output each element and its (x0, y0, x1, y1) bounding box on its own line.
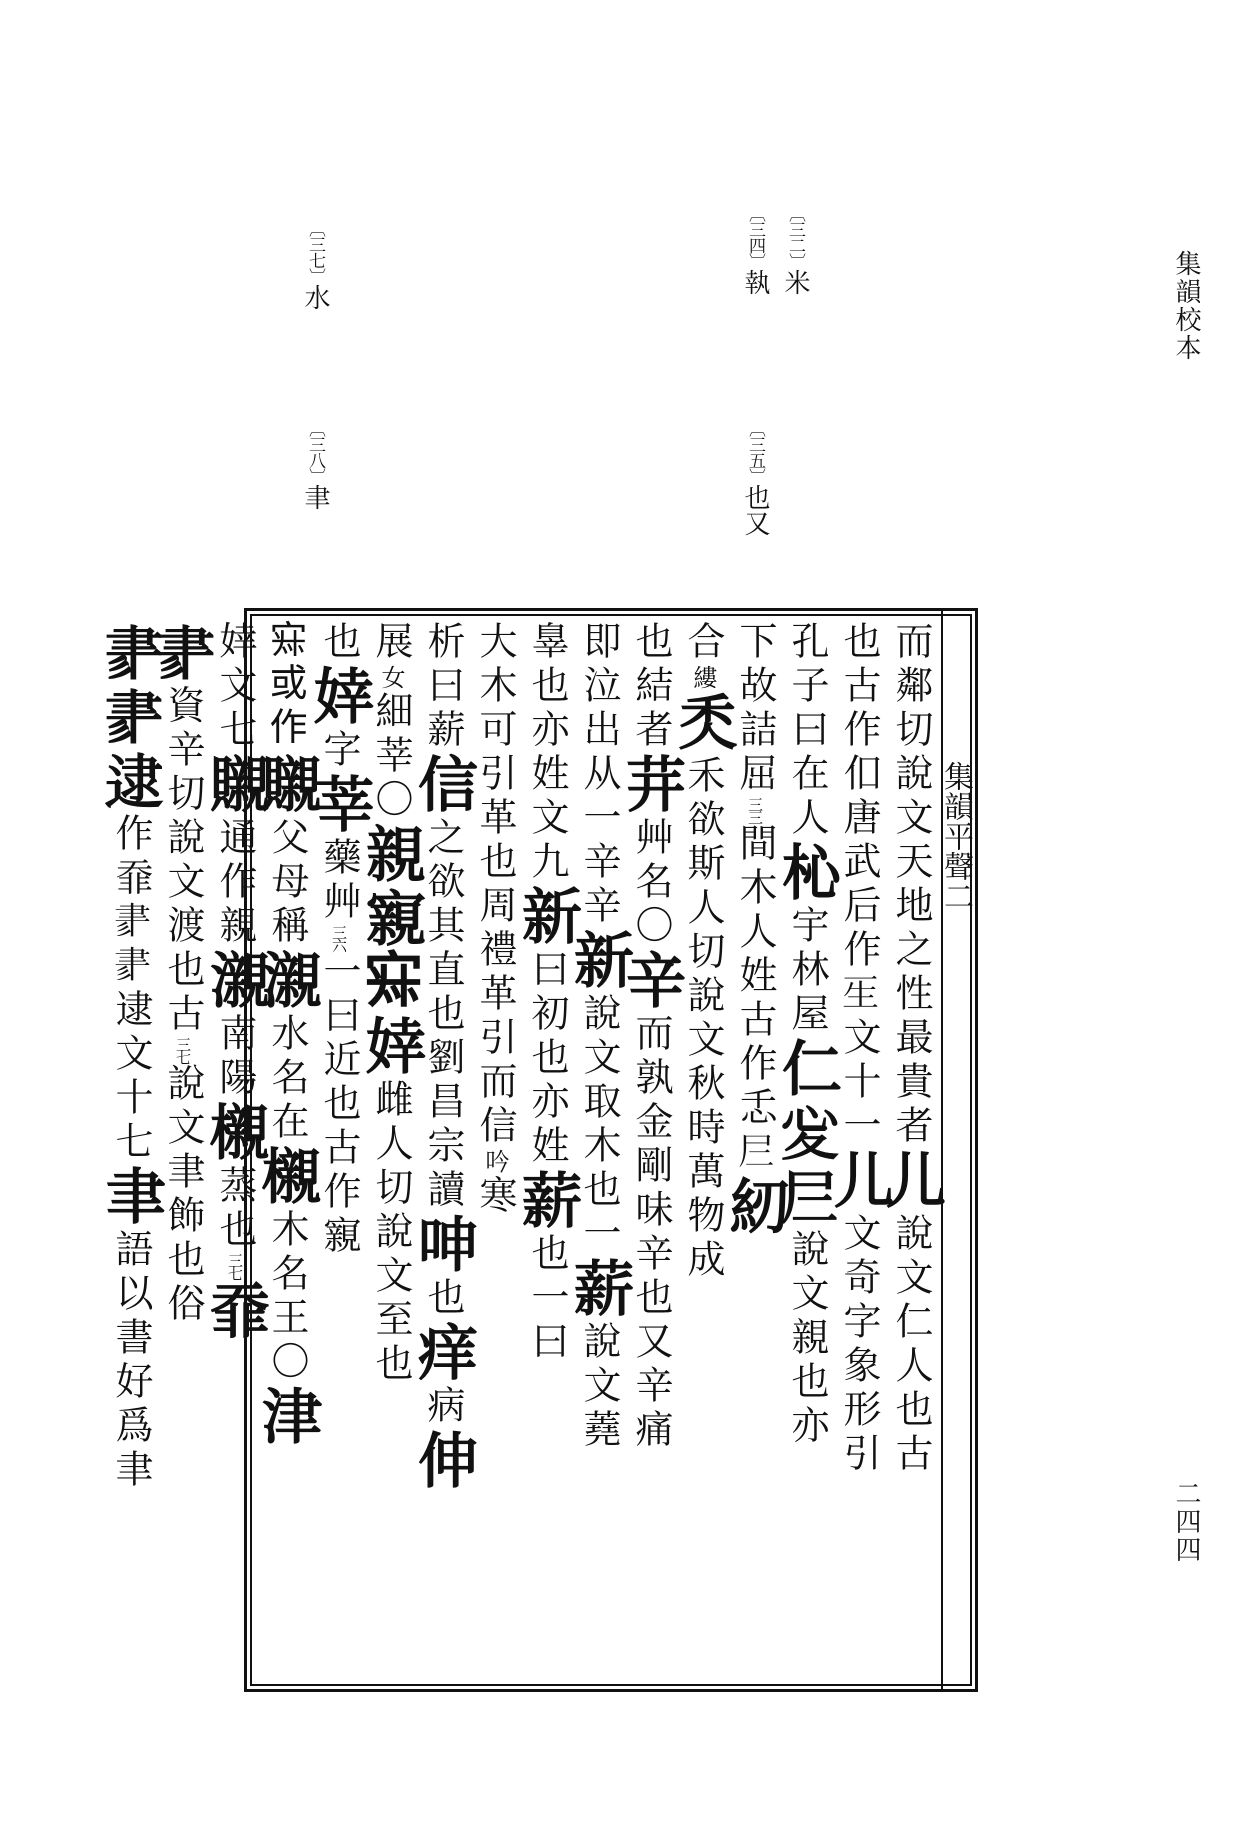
gloss-text: 一曰近也古作寴 (317, 951, 361, 1259)
note-number: 〔三七〕 (305, 220, 325, 284)
text-column (876, 621, 946, 1681)
note-term: 水 (300, 284, 330, 310)
collation-note (300, 420, 330, 510)
headword: 信 (408, 753, 478, 817)
text-column (408, 621, 478, 1681)
headword: 䞋 (252, 753, 322, 817)
headword: 伸 (408, 1429, 478, 1493)
gloss-text: 之欲其直也劉昌宗讀 (421, 817, 465, 1213)
note-number: 〔三五〕 (745, 420, 765, 484)
headword: 䨿 (200, 1279, 270, 1343)
headword: 䞋 (200, 753, 270, 817)
gloss-text: 婞文七 (213, 621, 257, 753)
headword: 秂 (668, 691, 738, 755)
text-column (616, 621, 686, 1681)
gloss-text: 下故詰屈 (733, 621, 777, 797)
gloss-text: 斯人切說文秋時萬物成 (681, 843, 725, 1283)
headword: 紉 (720, 1175, 790, 1239)
gloss-text: 蒸也 (213, 1165, 257, 1253)
page-number: 二四四 (1171, 1480, 1201, 1564)
gloss-text: 而孰金剛味辛也又辛痛 (629, 1013, 673, 1453)
headword: 仁𢖻𡰥 (772, 1037, 842, 1229)
gloss-text: 字 (317, 729, 361, 773)
note-number: 〔三二〕 (785, 205, 805, 269)
running-title: 集韻校本 (1171, 250, 1201, 362)
text-column (469, 621, 521, 1681)
headword: 聿 (96, 1165, 166, 1229)
note-number: 〔三四〕 (745, 205, 765, 269)
gloss-text: 合 (681, 621, 725, 665)
headword: 瀙 (200, 949, 270, 1013)
gloss-text: 文奇字象形引 (837, 1213, 881, 1477)
gloss-text: 病 (421, 1385, 465, 1429)
gloss-text: 說文蕘 (577, 1321, 621, 1453)
note-term: 聿 (300, 484, 330, 510)
gloss-text: 說文仁人也古 (889, 1213, 933, 1477)
gloss-text: 資辛切說文渡也古 (161, 685, 205, 1037)
gloss-text: 也一曰 (525, 1233, 569, 1365)
gloss-text: 間木人 (733, 823, 777, 955)
headword: 親寴𡨜婞 (356, 823, 426, 1079)
gloss-text: 禾欲 (681, 755, 725, 843)
headword: 瀙 (252, 949, 322, 1013)
headword: 茾 (616, 753, 686, 817)
note-marker: 三七 (174, 1037, 192, 1063)
gloss-text: 水名在 (265, 1013, 309, 1145)
gloss-text: 說文聿飾也俗 (161, 1063, 205, 1327)
gloss-text: 作䨿𦘔𦘔逮文十七 (109, 813, 153, 1165)
gloss-text: 也 (421, 1277, 465, 1321)
headword: 櫬 (252, 1145, 322, 1209)
gloss-text: 辠也亦姓文九 (525, 621, 569, 885)
text-column (668, 621, 738, 1681)
headword: 𦘔𦘔逮 (96, 621, 166, 813)
gloss-text: 大木可 (473, 621, 517, 753)
gloss-text: 也 (629, 621, 673, 665)
collation-note (780, 205, 810, 295)
headword: 儿 (876, 1149, 946, 1213)
gloss-text: 雌人切說文至也 (369, 1079, 413, 1387)
headword: 新 (564, 929, 634, 993)
note-number: 〔三八〕 (305, 420, 325, 484)
gloss-text: 曰初也亦姓 (525, 949, 569, 1169)
headword: 杺 (772, 841, 842, 905)
gloss-text: 通作親 (213, 817, 257, 949)
gloss-text: 寒 (473, 1175, 517, 1219)
gloss-text: 藥艸 (317, 837, 361, 925)
text-columns (96, 621, 946, 1681)
gloss-text: 語以書好爲聿 (109, 1229, 153, 1493)
note-term: 也又 (740, 484, 770, 536)
gloss-text: 吟 (481, 1149, 509, 1175)
gloss-text: 展 (369, 621, 413, 665)
collation-note (740, 420, 770, 536)
headword: 櫬 (200, 1101, 270, 1165)
gloss-text: 𡨜或作 (265, 621, 309, 753)
gloss-text: 縷 (689, 665, 717, 691)
note-marker: 三七 (226, 1253, 244, 1279)
headword: 薪 (564, 1257, 634, 1321)
gloss-text: 南陽 (213, 1013, 257, 1101)
gloss-text: 結者 (629, 665, 673, 753)
headword: 痒 (408, 1321, 478, 1385)
headword: 辛 (616, 949, 686, 1013)
text-column (512, 621, 582, 1681)
gloss-text: 也古作㐰唐武后作𤯔文十一 (837, 621, 881, 1149)
gloss-text: 木名王〇 (265, 1209, 309, 1385)
gloss-text: 說文親也亦 (785, 1229, 829, 1449)
gloss-text: 女 (377, 665, 405, 691)
gloss-text: 細莘〇 (369, 691, 413, 823)
headword: 薪 (512, 1169, 582, 1233)
page-edge-label: 集韻平聲二 (938, 761, 973, 911)
gloss-text: 父母稱 (265, 817, 309, 949)
gloss-text: 也 (317, 621, 361, 665)
headword: 呻 (408, 1213, 478, 1277)
gloss-text: 姓古作忎𡰥 (733, 955, 777, 1175)
headword: 莘 (304, 773, 374, 837)
note-term: 米 (780, 269, 810, 295)
headword: 津 (252, 1385, 322, 1449)
note-term: 執 (740, 269, 770, 295)
collation-note (740, 205, 770, 295)
gloss-text: 宇林屋 (785, 905, 829, 1037)
headword: 新 (512, 885, 582, 949)
gloss-text: 孔子曰在人 (785, 621, 829, 841)
gloss-text: 引革也周禮革引而信 (473, 753, 517, 1149)
text-column (96, 621, 166, 1681)
page-frame (96, 608, 978, 1692)
gloss-text: 即泣出从一辛辛 (577, 621, 621, 929)
headword: 儿 (824, 1149, 894, 1213)
headword: 婞 (304, 665, 374, 729)
gloss-text: 析曰薪 (421, 621, 465, 753)
collation-note (300, 220, 330, 310)
text-column (304, 621, 374, 1681)
gloss-text: 艸名〇 (629, 817, 673, 949)
note-marker: 三三 (746, 797, 764, 823)
gloss-text: 而鄰切說文天地之性最貴者 (889, 621, 933, 1149)
gloss-text: 說文取木也一 (577, 993, 621, 1257)
note-marker: 三六 (330, 925, 348, 951)
headword: 𦘔 (148, 621, 218, 685)
